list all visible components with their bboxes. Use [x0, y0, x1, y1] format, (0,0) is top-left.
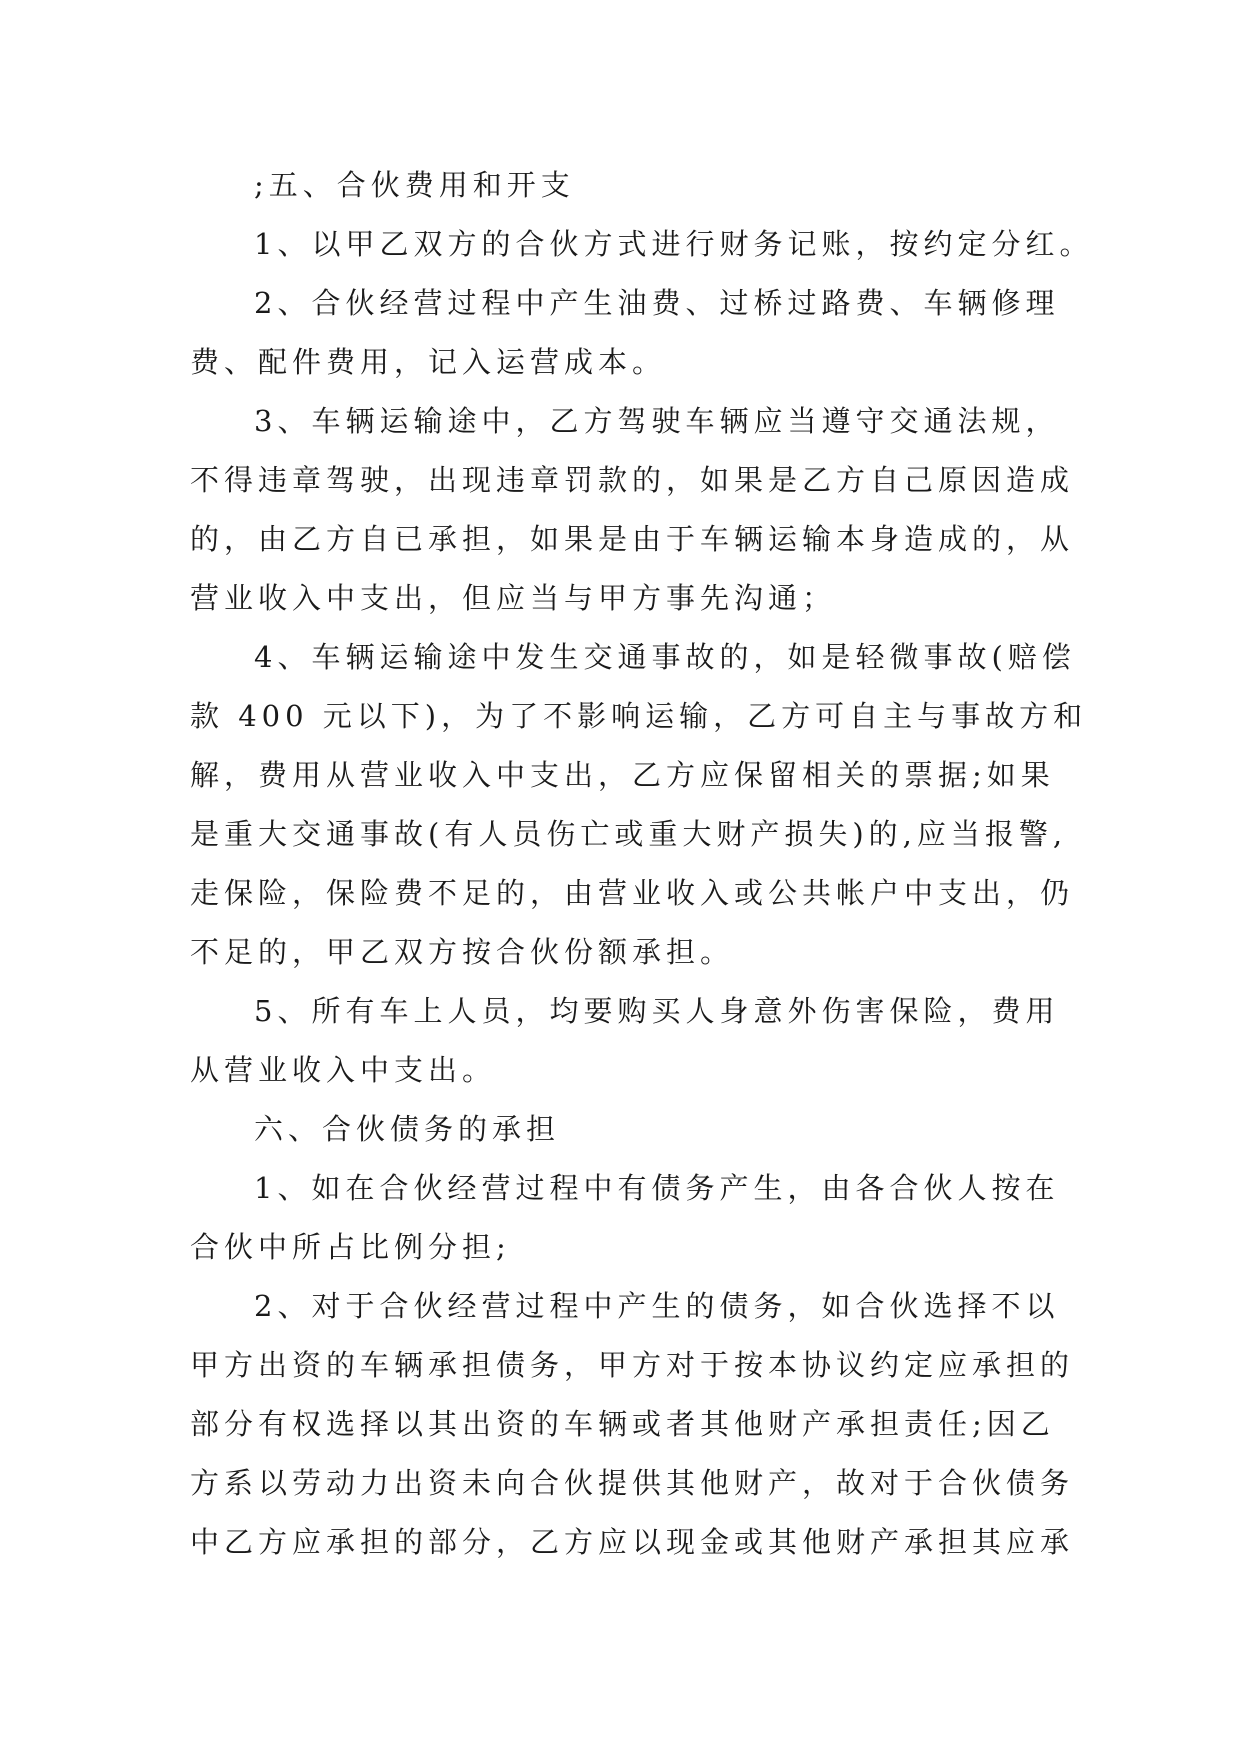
paragraph-line: 不足的，甲乙双方按合伙份额承担。 [190, 935, 735, 969]
paragraph-line: 1、以甲乙双方的合伙方式进行财务记账，按约定分红。 [254, 227, 1094, 261]
paragraph-line: 方系以劳动力出资未向合伙提供其他财产，故对于合伙债务 [190, 1466, 1075, 1500]
paragraph-line: 1、如在合伙经营过程中有债务产生，由各合伙人按在 [254, 1171, 1060, 1205]
paragraph-line: 5、所有车上人员，均要购买人身意外伤害保险，费用 [254, 994, 1060, 1028]
paragraph-line: 部分有权选择以其出资的车辆或者其他财产承担责任;因乙 [190, 1407, 1055, 1441]
paragraph-line: 走保险，保险费不足的，由营业收入或公共帐户中支出，仍 [190, 876, 1075, 910]
paragraph-line: 是重大交通事故(有人员伤亡或重大财产损失)的,应当报警, [190, 817, 1068, 851]
paragraph-line: 从营业收入中支出。 [190, 1053, 497, 1087]
paragraph-line: 2、合伙经营过程中产生油费、过桥过路费、车辆修理 [254, 286, 1060, 320]
paragraph-line: 2、对于合伙经营过程中产生的债务，如合伙选择不以 [254, 1289, 1060, 1323]
paragraph-line: 不得违章驾驶，出现违章罚款的，如果是乙方自己原因造成 [190, 463, 1075, 497]
paragraph-line: 解，费用从营业收入中支出，乙方应保留相关的票据;如果 [190, 758, 1055, 792]
paragraph-line: 的，由乙方自已承担，如果是由于车辆运输本身造成的，从 [190, 522, 1075, 556]
paragraph-line: 营业收入中支出，但应当与甲方事先沟通； [190, 581, 837, 615]
paragraph-line: 4、车辆运输途中发生交通事故的，如是轻微事故(赔偿 [254, 640, 1076, 674]
paragraph-line: 甲方出资的车辆承担债务，甲方对于按本协议约定应承担的 [190, 1348, 1075, 1382]
section-heading-5: ;五、合伙费用和开支 [254, 168, 575, 202]
paragraph-line: 合伙中所占比例分担; [190, 1230, 511, 1264]
paragraph-line: 3、车辆运输途中，乙方驾驶车辆应当遵守交通法规， [254, 404, 1060, 438]
paragraph-line: 费、配件费用，记入运营成本。 [190, 345, 667, 379]
section-heading-6: 六、合伙债务的承担 [254, 1112, 561, 1146]
paragraph-line: 款 400 元以下)，为了不影响运输，乙方可自主与事故方和 [190, 699, 1088, 733]
paragraph-line: 中乙方应承担的部分，乙方应以现金或其他财产承担其应承 [190, 1525, 1075, 1559]
document-page [190, 156, 1094, 1572]
